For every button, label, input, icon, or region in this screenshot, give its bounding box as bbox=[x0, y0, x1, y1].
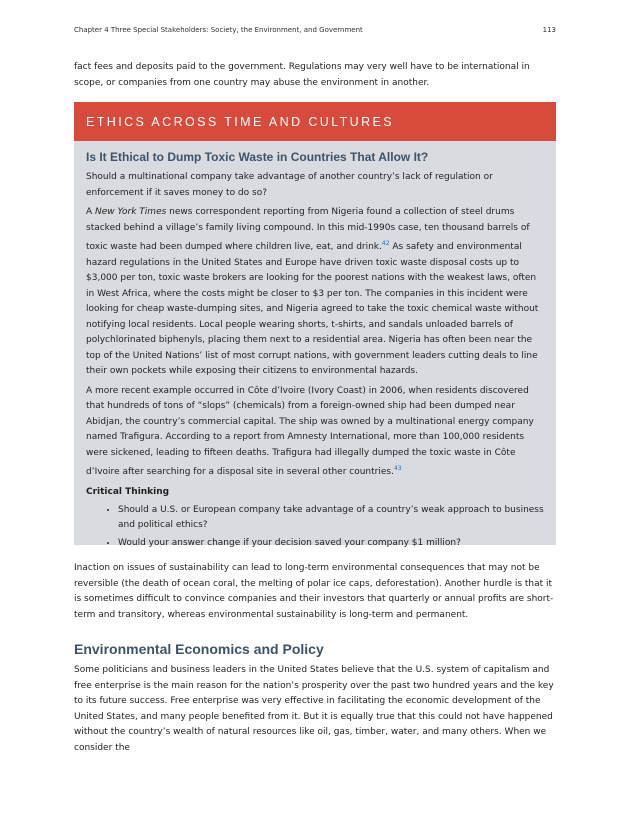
feature-banner: ETHICS ACROSS TIME AND CULTURES bbox=[74, 102, 556, 141]
section-body: Some politicians and business leaders in the United States believe that the U.S. system of capitalism and free enterprise is the main reason for the nation’s prosperity over the past two hundred years and the key to its future success. Free enterprise was very effective in facilitating the economic development of the United States, and many people benefited from it. But it is equally true that this could not have happened without the country’s wealth of natural resources like oil, gas, timber, water, and many others. When we consider the bbox=[74, 665, 554, 753]
footnote-link-42[interactable]: 42 bbox=[381, 240, 390, 247]
chapter-title: Chapter 4 Three Special Stakeholders: Society, the Environment, and Government bbox=[74, 26, 363, 34]
feature-paragraph-2: A more recent example occurred in Côte d’Ivoire (Ivory Coast) in 2006, when residents discovered that hundreds of tons of “slops” (chemicals) from a foreign-owned ship had been dumped near Abidjan, the country’s commercial capital. The ship was owned by a multinational energy company named Trafigura. According to a report from Amnesty International, more than 100,000 residents were sickened, leading to fifteen deaths. Trafigura had illegally dumped the toxic waste in Côte d’Ivoire after searching for a disposal site in several other countries.$^{43}$ bbox=[86, 385, 534, 477]
ethics-feature-box bbox=[74, 102, 556, 548]
feature-paragraph-1: A New York Times news correspondent reporting from Nigeria found a collection of steel drums stacked behind a village’s family living compound. In this mid-1990s case, ten thousand barrels of toxic waste had been dumped where children live, eat, and drink.$^{42}$ As safety and environmental hazard regulations in the United States and Europe have driven toxic waste disposal costs up to $3,000 per ton, toxic waste brokers are looking for the poorest nations with the weakest laws, often in West Africa, where the costs might be closer to $3 per ton. The companies in this incident were looking for cheap waste-dumping sites, and Nigeria agreed to take the toxic chemical waste without notifying local residents. Local people wearing shorts, t-shirts, and sandals unloaded barrels of polychlorinated biphenyls, placing them next to a residential area. Nigeria has often been near the top of the United Nations’ list of most corrupt nations, with government leaders cutting deals to line their own pockets while exposing their citizens to environmental hazards. bbox=[86, 207, 539, 376]
page-number: 113 bbox=[542, 26, 556, 34]
running-header bbox=[74, 26, 556, 34]
sustainability-paragraph: Inaction on issues of sustainability can lead to long-term environmental consequences that may not be reversible (the death of ocean coral, the melting of polar ice caps, deforestation). Another hurdle is that it is sometimes difficult to convince companies and their investors that quarterly or annual profits are short-term and transitory, whereas environmental sustainability is long-term and permanent. bbox=[74, 563, 554, 620]
feature-question: Should a multinational company take advantage of another country’s lack of regulation or enforcement if it saves money to do so? bbox=[86, 172, 493, 198]
critical-thinking-heading: Critical Thinking bbox=[86, 486, 170, 497]
list-item: • Should a U.S. or European company take advantage of a country’s weak approach to business and political ethics? bbox=[118, 503, 544, 534]
list-item: • Would your answer change if your decision saved your company $1 million? bbox=[118, 536, 544, 552]
intro-paragraph: fact fees and deposits paid to the government. Regulations may very well have to be international in scope, or companies from one country may abuse the environment in another. bbox=[74, 62, 530, 88]
critical-thinking-list bbox=[86, 503, 544, 552]
section-heading: Environmental Economics and Policy bbox=[74, 641, 324, 657]
feature-title: Is It Ethical to Dump Toxic Waste in Countries That Allow It? bbox=[86, 150, 429, 164]
footnote-link-43[interactable]: 43 bbox=[393, 465, 402, 472]
